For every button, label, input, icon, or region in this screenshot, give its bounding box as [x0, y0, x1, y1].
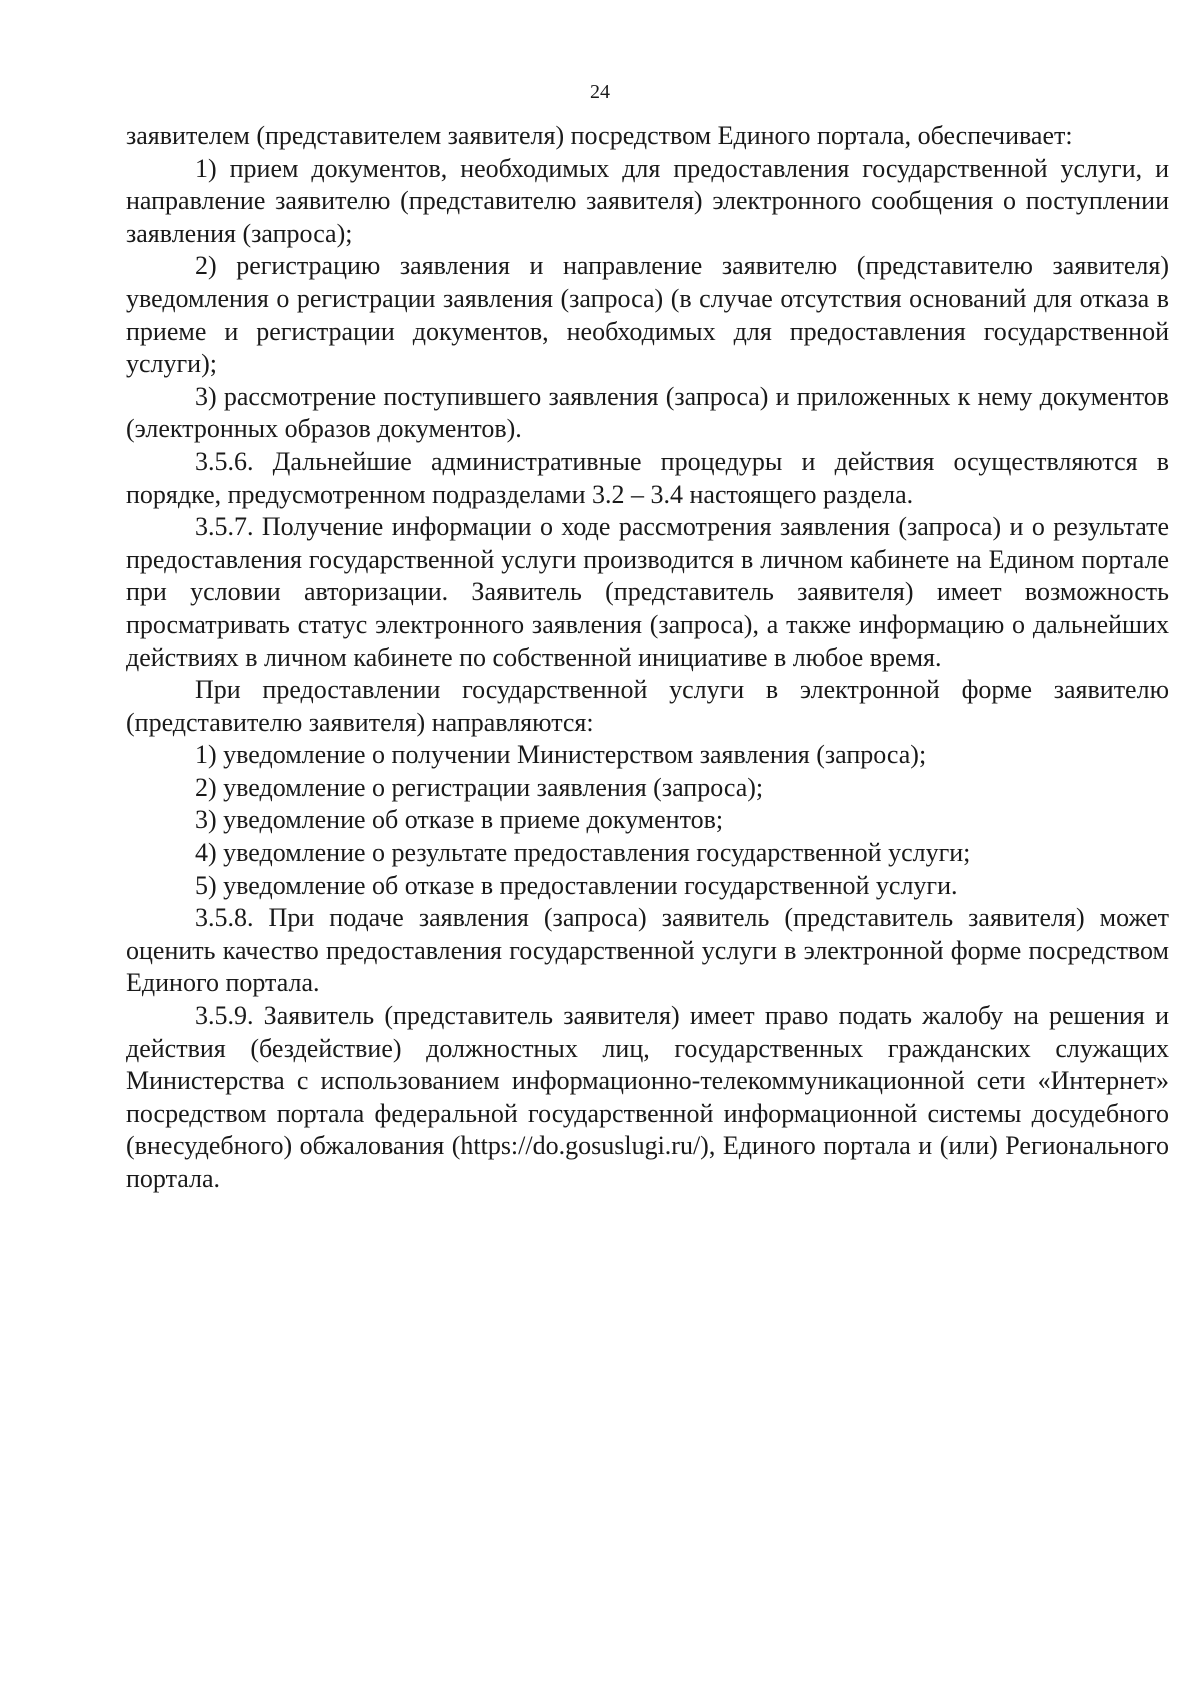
- notification-item-3: 3) уведомление об отказе в приеме документов;: [195, 805, 724, 835]
- list-item-receive-documents: 1) прием документов, необходимых для предоставления государственной услуги, и направление заявителю (представителю заявителя) электронного сообщения о поступлении заявления (запроса);: [126, 153, 1169, 248]
- list-item-review: 3) рассмотрение поступившего заявления (запроса) и приложенных к нему документов (электронных образов документов).: [126, 381, 1169, 444]
- list-item-registration: 2) регистрацию заявления и направление заявителю (представителю заявителя) уведомления о регистрации заявления (запроса) (в случае отсутствия оснований для отказа в приеме и регистрации документов, необходимых для предоставления государственной услуги);: [126, 251, 1169, 379]
- paragraph-intro: заявителем (представителем заявителя) посредством Единого портала, обеспечивает:: [126, 121, 1073, 150]
- paragraph-3-5-6: 3.5.6. Дальнейшие административные процедуры и действия осуществляются в порядке, предусмотренном подразделами 3.2 – 3.4 настоящего раздела.: [126, 446, 1169, 509]
- page-number: 24: [590, 81, 610, 103]
- paragraph-3-5-7: 3.5.7. Получение информации о ходе рассмотрения заявления (запроса) и о результате предоставления государственной услуги производится в личном кабинете на Едином портале при условии авторизации. Заявитель (представитель заявителя) имеет возможность просматривать статус электронного заявления (запроса), а также информацию о дальнейших действиях в личном кабинете по собственной инициативе в любое время.: [126, 512, 1169, 672]
- notification-item-5: 5) уведомление об отказе в предоставлении государственной услуги.: [195, 870, 958, 900]
- notification-item-2: 2) уведомление о регистрации заявления (запроса);: [195, 772, 764, 802]
- notification-item-4: 4) уведомление о результате предоставления государственной услуги;: [195, 838, 971, 868]
- notification-item-1: 1) уведомление о получении Министерством заявления (запроса);: [195, 740, 927, 770]
- paragraph-3-5-8: 3.5.8. При подаче заявления (запроса) заявитель (представитель заявителя) может оценить качество предоставления государственной услуги в электронной форме посредством Единого портала.: [126, 903, 1169, 998]
- paragraph-3-5-9: 3.5.9. Заявитель (представитель заявителя) имеет право подать жалобу на решения и действия (бездействие) должностных лиц, государственных гражданских служащих Министерства с использованием информационно-телекоммуникационной сети «Интернет» посредством портала федеральной государственной информационной системы досудебного (внесудебного) обжалования (https://do.gosuslugi.ru/), Единого портала и (или) Регионального портала.: [126, 1001, 1169, 1193]
- paragraph-notifications-intro: При предоставлении государственной услуги в электронной форме заявителю (представителю заявителя) направляются:: [126, 675, 1169, 737]
- document-body: [126, 120, 1169, 1196]
